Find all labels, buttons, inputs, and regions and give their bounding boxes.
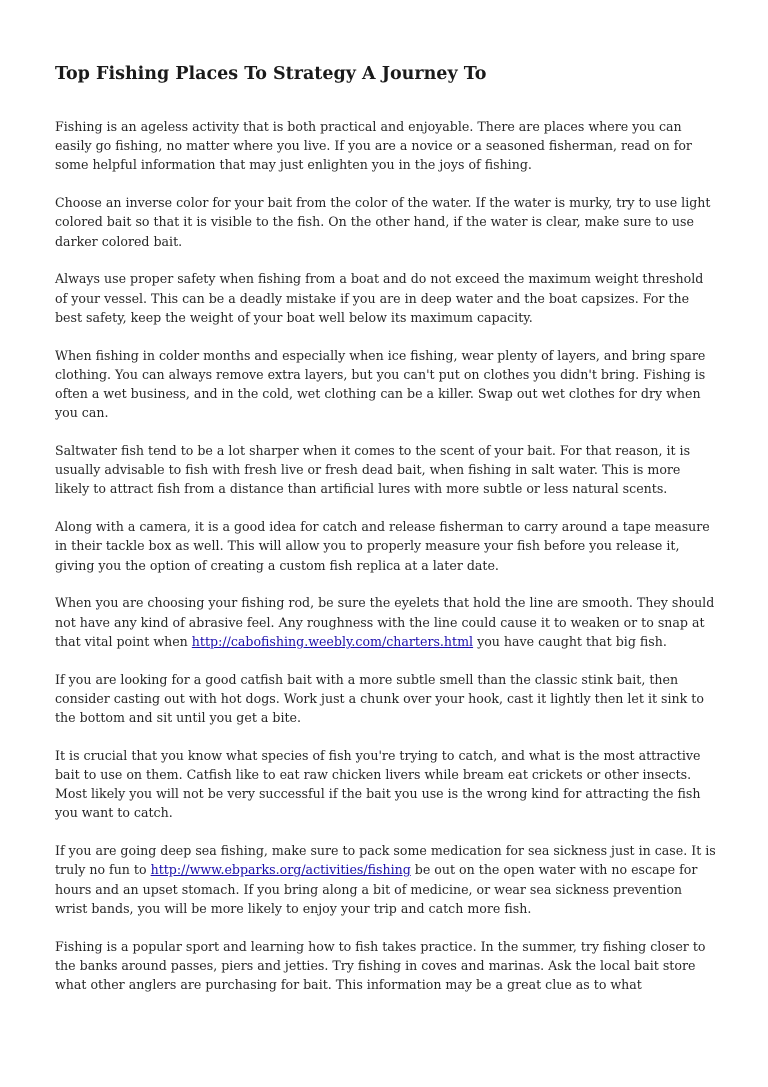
paragraph-7-text-after: you have caught that big fish. [473,633,667,649]
cabofishing-link[interactable]: http://cabofishing.weebly.com/charters.html [191,633,474,649]
paragraph-11: Fishing is a popular sport and learning how to fish takes practice. In the summer, try fishing closer to the banks around passes, piers and jetties. Try fishing in coves and marinas. Ask the local bait store what other anglers are purchasing for bait. This information may be a great clue as to what [55,938,706,993]
document-page [55,60,717,1013]
document-title: Top Fishing Places To Strategy A Journey To [55,64,487,84]
paragraph-6: Along with a camera, it is a good idea for catch and release fisherman to carry around a tape measure in their tackle box as well. This will allow you to properly measure your fish before you release it, giving you the option of creating a custom fish replica at a later date. [55,519,710,573]
paragraph-3: Always use proper safety when fishing from a boat and do not exceed the maximum weight threshold of your vessel. This can be a deadly mistake if you are in deep water and the boat capsizes. For the best safety, keep the weight of your boat well below its maximum capacity. [55,271,704,325]
paragraph-5: Saltwater fish tend to be a lot sharper when it comes to the scent of your bait. For that reason, it is usually advisable to fish with fresh live or fresh dead bait, when fishing in salt water. This is more likely to attract fish from a distance than artificial lures with more subtle or less natural scents. [55,443,691,497]
paragraph-10-text-before: If you are going deep sea fishing, make sure to pack some medication for sea sickness just in case. It is truly no fun to [55,843,716,878]
paragraph-7 [55,593,717,651]
paragraph-9: It is crucial that you know what species of fish you're trying to catch, and what is the most attractive bait to use on them. Catfish like to eat raw chicken livers while bream eat crickets or other insects. Most likely you will not be very successful if the bait you use is the wrong kind for attracting the fish you want to catch. [55,747,701,821]
paragraph-8: If you are looking for a good catfish bait with a more subtle smell than the classic stink bait, then consider casting out with hot dogs. Work just a chunk over your hook, cast it lightly then let it sink to the bottom and sit until you get a bite. [55,671,704,726]
document-body [55,117,717,994]
paragraph-7-text-before: When you are choosing your fishing rod, be sure the eyelets that hold the line are smooth. They should not have any kind of abrasive feel. Any roughness with the line could cause it to weaken or to snap at that vital point when [55,595,715,649]
paragraph-10-text-after: be out on the open water with no escape for hours and an upset stomach. If you bring along a bit of medicine, or wear sea sickness prevention wrist bands, you will be more likely to enjoy your trip and catch more fish. [55,862,698,916]
paragraph-4: When fishing in colder months and especially when ice fishing, wear plenty of layers, and bring spare clothing. You can always remove extra layers, but you can't put on clothes you didn't bring. Fishing is often a wet business, and in the cold, wet clothing can be a killer. Swap out wet clothes for dry when you can. [55,347,706,421]
ebparks-link[interactable]: http://www.ebparks.org/activities/fishing [150,862,411,878]
paragraph-10 [55,841,717,918]
paragraph-1: Fishing is an ageless activity that is both practical and enjoyable. There are places where you can easily go fishing, no matter where you live. If you are a novice or a seasoned fisherman, read on for some helpful information that may just enlighten you in the joys of fishing. [55,119,692,173]
paragraph-2: Choose an inverse color for your bait from the color of the water. If the water is murky, try to use light colored bait so that it is visible to the fish. On the other hand, if the water is clear, make sure to use darker colored bait. [55,195,711,249]
